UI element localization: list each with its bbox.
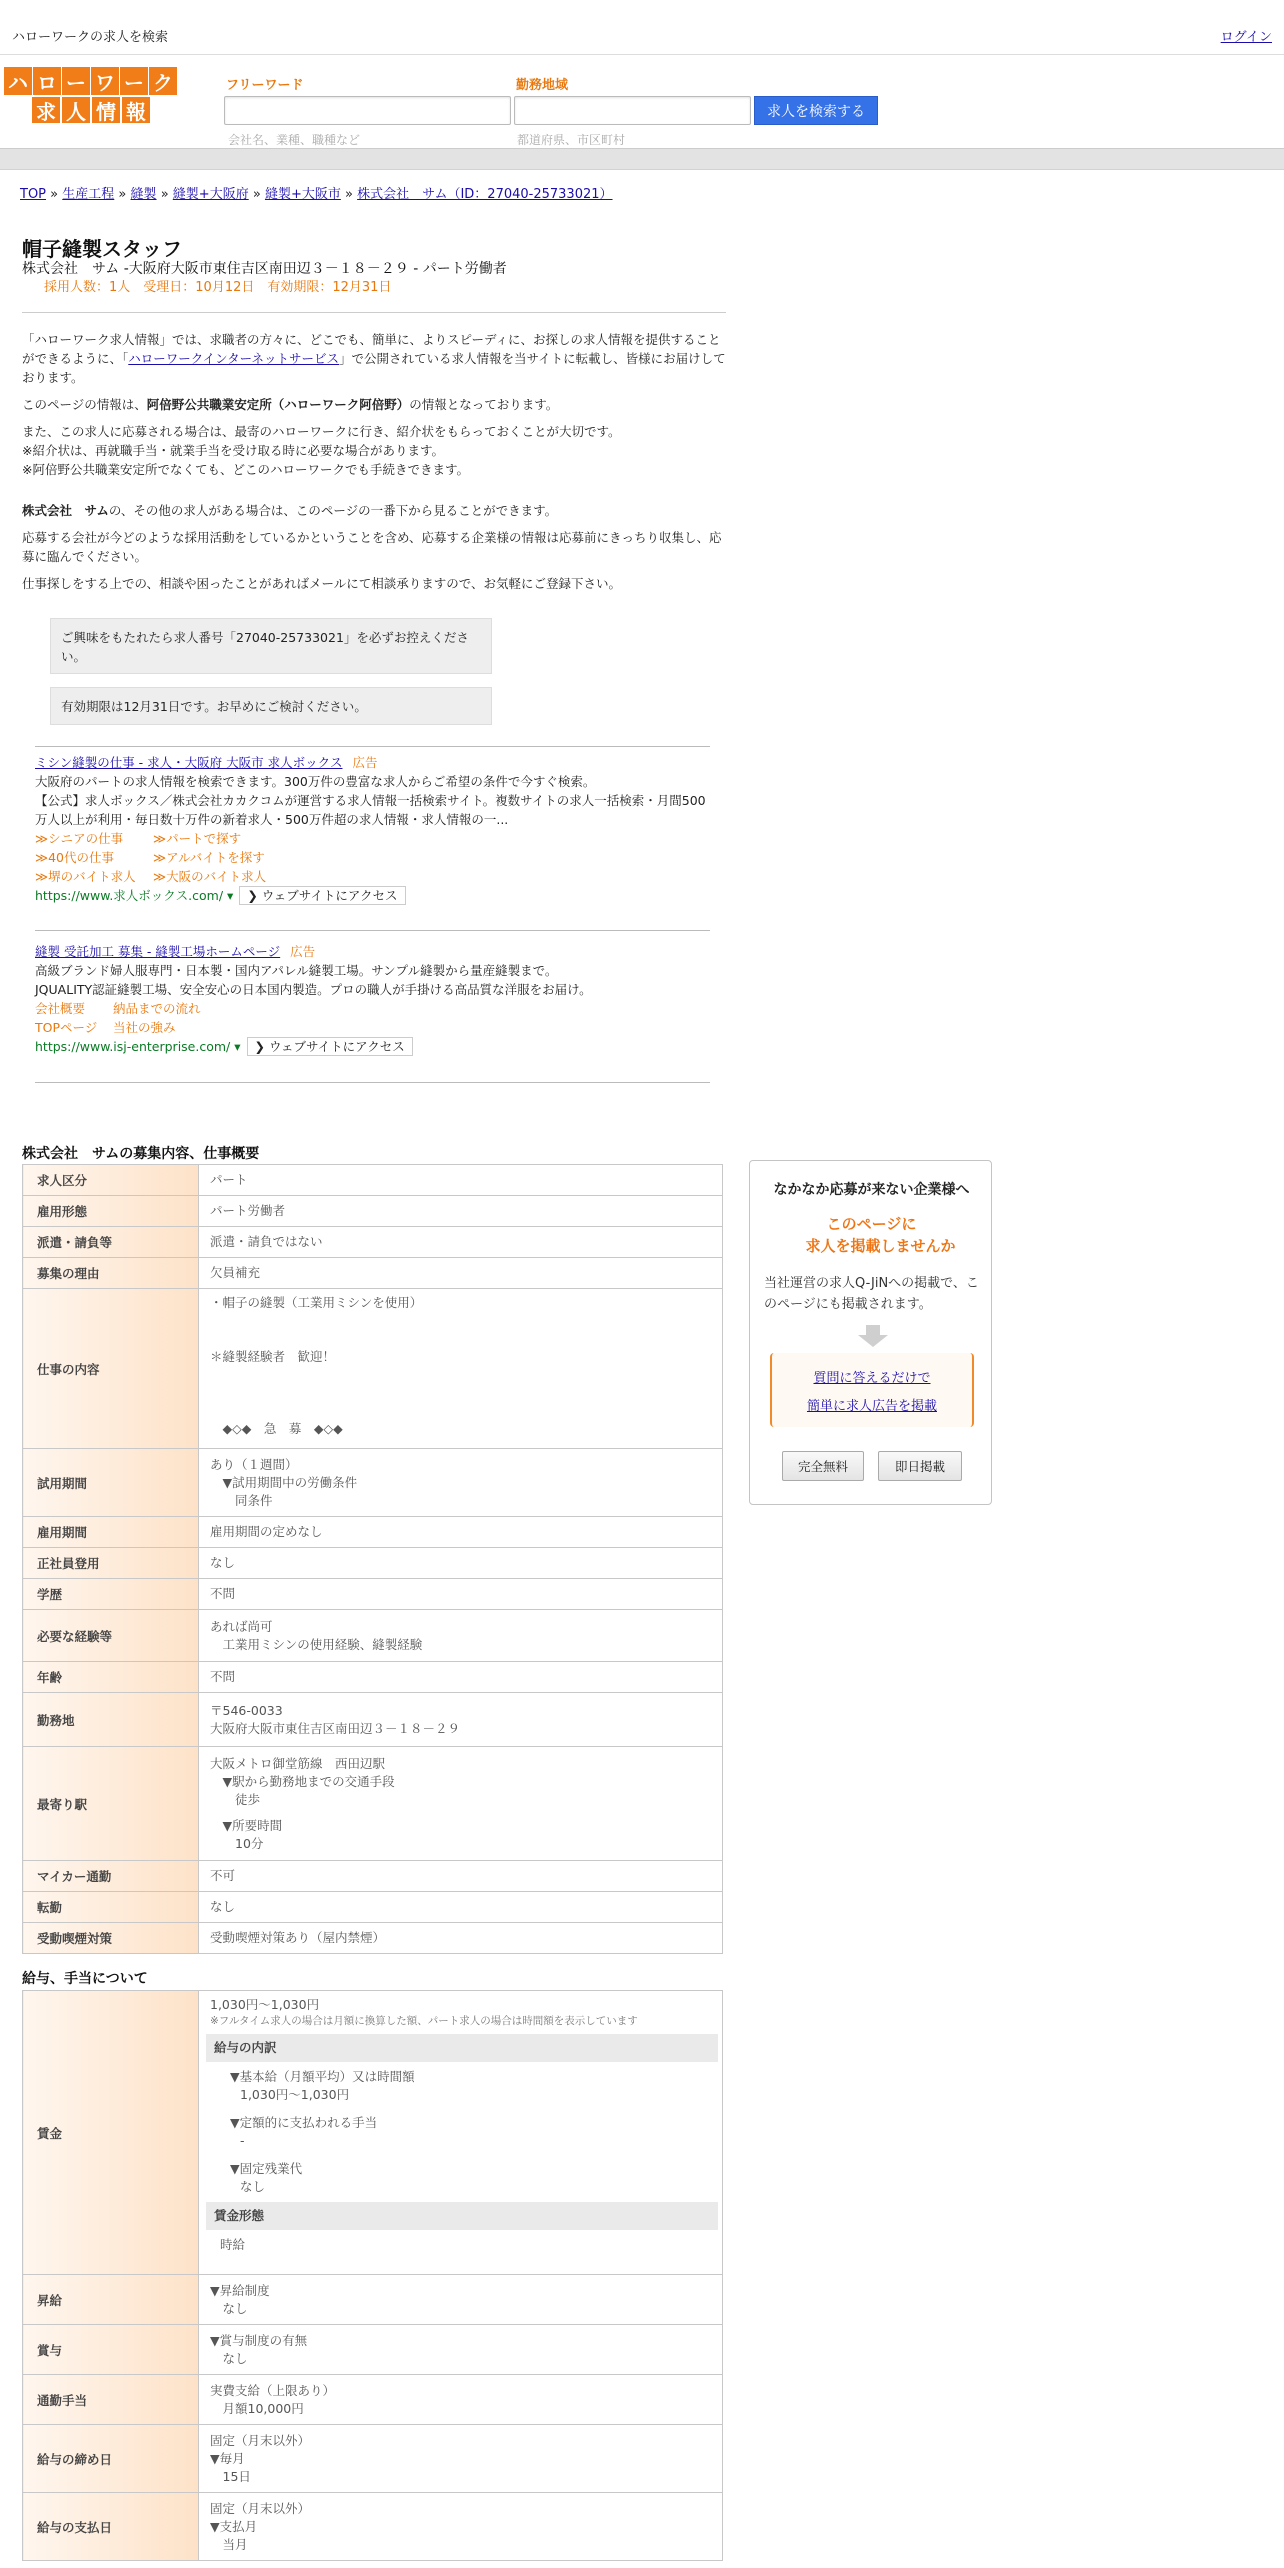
free-button[interactable]: 完全無料 — [782, 1451, 864, 1481]
top-bar — [0, 0, 1284, 55]
row-value: 派遣・請負ではない — [199, 1227, 723, 1258]
breadcrumb-sep: » — [252, 187, 261, 202]
wage-note: ※フルタイム求人の場合は月額に換算した額、パート求人の場合は時間額を表示しています — [210, 2015, 638, 2027]
promo-link-box — [770, 1353, 974, 1427]
hellowork-logo[interactable] — [4, 67, 180, 123]
intro-text — [22, 330, 726, 599]
freeword-label: フリーワード — [226, 78, 304, 93]
intro-paragraph: また、この求人に応募される場合は、最寄のハローワークに行き、紹介状をもらっておくことが大切です。 ※紹介状は、再就職手当・就業手当を受け取る時に必要な場合があります。 ※阿倍野公共職業安定所でなくても、どこのハローワークでも手続きできます。 — [22, 424, 621, 477]
row-value: パート労働者 — [199, 1196, 723, 1227]
table-row — [23, 1610, 723, 1662]
table-row — [23, 1289, 723, 1449]
row-key: 派遣・請負等 — [23, 1227, 199, 1258]
ad-sitelink[interactable]: ≫アルバイトを探す — [153, 850, 265, 865]
promo-link[interactable]: 簡単に求人広告を掲載 — [806, 1399, 937, 1414]
row-key: 賞与 — [23, 2325, 199, 2375]
row-value: ・帽子の縫製（工業用ミシンを使用） ＊縫製経験者 歓迎！ ◆◇◆ 急 募 ◆◇◆ — [199, 1289, 723, 1449]
search-header — [0, 55, 1284, 148]
row-key: 勤務地 — [23, 1693, 199, 1747]
hellowork-internet-link[interactable]: ハローワークインターネットサービス — [128, 351, 340, 366]
breadcrumb — [20, 183, 613, 202]
breadcrumb-subcategory[interactable]: 縫製 — [130, 187, 157, 202]
divider-band — [0, 148, 1284, 170]
ad-block — [35, 942, 710, 1056]
row-value: 1,030円〜1,030円 ※フルタイム求人の場合は月額に換算した額、パート求人の場合は時間額を表示しています 給与の内訳 ▼基本給（月額平均）又は時間額 1,030円〜1,030円 ▼定額的に支払われる手当 - ▼固定残業代 なし 賃金形態 時給 — [199, 1991, 723, 2275]
table-row — [23, 1892, 723, 1923]
ad-sitelink[interactable]: ≫大阪のバイト求人 — [153, 869, 267, 884]
breadcrumb-city[interactable]: 縫製+大阪市 — [264, 187, 341, 202]
row-key: 受動喫煙対策 — [23, 1923, 199, 1954]
ad-url[interactable]: https://www.isj-enterprise.com/ — [35, 1039, 231, 1054]
row-value: 〒546-0033 大阪府大阪市東住吉区南田辺３－１８－２９ — [199, 1693, 723, 1747]
area-hint: 都道府県、市区町村 — [517, 133, 626, 147]
row-key: 昇給 — [23, 2275, 199, 2325]
logo-char: ク — [149, 67, 177, 95]
intro-paragraph: 「ハローワーク求人情報」では、求職者の方々に、どこでも、簡単に、よりスピーディに、お探しの求人情報を提供することができるように、「ハローワークインターネットサービス」で公開されている求人情報を当サイトに転載し、皆様にお届けしております。 — [22, 332, 726, 385]
divider — [22, 312, 726, 313]
ad-title-link[interactable]: 縫製 受託加工 募集 - 縫製工場ホームページ — [35, 944, 281, 959]
same-day-button[interactable]: 即日掲載 — [878, 1451, 962, 1481]
row-key: 募集の理由 — [23, 1258, 199, 1289]
job-title: 帽子縫製スタッフ — [22, 237, 182, 261]
company-line: 株式会社 サム -大阪府大阪市東住吉区南田辺３－１８－２９ - パート労働者 — [22, 261, 507, 277]
row-key: マイカー通勤 — [23, 1861, 199, 1892]
row-value: 受動喫煙対策あり（屋内禁煙） — [199, 1923, 723, 1954]
ad-sitelink[interactable]: ≫堺のバイト求人 — [35, 869, 136, 884]
row-value: なし — [199, 1892, 723, 1923]
area-label: 勤務地域 — [516, 78, 569, 93]
details-table — [22, 1164, 723, 1954]
row-value: 大阪メトロ御堂筋線 西田辺駅 ▼駅から勤務地までの交通手段 徒歩 ▼所要時間 10分 — [199, 1747, 723, 1861]
breadcrumb-sep: » — [345, 187, 353, 202]
wage-form: 時給 — [220, 2237, 246, 2252]
logo-char: ー — [62, 67, 90, 95]
breadcrumb-sep: » — [118, 187, 127, 202]
down-arrow-icon — [856, 1325, 890, 1347]
row-key: 年齢 — [23, 1662, 199, 1693]
freeword-hint: 会社名、業種、職種など — [228, 133, 361, 147]
table-row — [23, 2493, 723, 2561]
row-key: 通勤手当 — [23, 2375, 199, 2425]
row-key: 求人区分 — [23, 1165, 199, 1196]
ad-divider — [35, 1082, 710, 1083]
logo-char: 情 — [92, 97, 120, 123]
logo-char: ロ — [33, 67, 61, 95]
ad-sitelink[interactable]: 会社概要 — [35, 1001, 86, 1016]
table-row — [23, 1991, 723, 2275]
ad-sitelink[interactable]: ≫パートで探す — [153, 831, 242, 846]
ad-url-caret-icon: ▾ — [223, 888, 234, 903]
row-value: 固定（月末以外） ▼毎月 15日 — [199, 2425, 723, 2493]
row-key: 給与の支払日 — [23, 2493, 199, 2561]
table-row — [23, 1861, 723, 1892]
logo-char: 報 — [122, 97, 150, 123]
recruit-summary: 採用人数：1人 受理日：10月12日 有効期限：12月31日 — [44, 280, 392, 295]
promo-link[interactable]: 質問に答えるだけで — [813, 1371, 931, 1386]
table-row — [23, 1662, 723, 1693]
logo-char: 人 — [62, 97, 90, 123]
row-key: 給与の締め日 — [23, 2425, 199, 2493]
row-value: ▼賞与制度の有無 なし — [199, 2325, 723, 2375]
breadcrumb-sep: » — [50, 187, 59, 202]
row-key: 試用期間 — [23, 1449, 199, 1517]
ad-divider — [35, 746, 710, 747]
table-row — [23, 1548, 723, 1579]
ad-sitelink[interactable]: ≫40代の仕事 — [35, 850, 114, 865]
ad-sitelink[interactable]: ≫シニアの仕事 — [35, 831, 124, 846]
ad-url[interactable]: https://www.求人ボックス.com/ — [35, 888, 224, 903]
ad-sitelink[interactable]: 当社の強み — [113, 1020, 176, 1035]
row-value: 不問 — [199, 1662, 723, 1693]
table-row — [23, 2425, 723, 2493]
row-key: 必要な経験等 — [23, 1610, 199, 1662]
table-row — [23, 1227, 723, 1258]
breadcrumb-prefecture[interactable]: 縫製+大阪府 — [172, 187, 249, 202]
ad-divider — [35, 930, 710, 931]
logo-char: 求 — [32, 97, 60, 123]
row-value: 不問 — [199, 1579, 723, 1610]
table-row — [23, 2275, 723, 2325]
visit-website-button[interactable]: ❯ ウェブサイトにアクセス — [239, 886, 405, 905]
table-row — [23, 1165, 723, 1196]
search-button[interactable]: 求人を検索する — [754, 96, 878, 125]
row-key: 雇用形態 — [23, 1196, 199, 1227]
salary-heading: 給与、手当について — [22, 1971, 148, 1987]
breadcrumb-sep: » — [160, 187, 169, 202]
wage-form-heading: 賃金形態 — [206, 2202, 718, 2230]
wage-range: 1,030円〜1,030円 — [210, 1997, 320, 2012]
ad-description: 高級ブランド婦人服専門・日本製・国内アパレル縫製工場。サンプル縫製から量産縫製まで。 — [35, 963, 558, 978]
table-row — [23, 1517, 723, 1548]
ad-url-caret-icon: ▾ — [230, 1039, 241, 1054]
area-input[interactable] — [514, 96, 751, 125]
promo-description: 当社運営の求人Q-JiNへの掲載で、このページにも掲載されます。 — [764, 1276, 979, 1312]
ad-block — [35, 753, 710, 905]
row-key: 正社員登用 — [23, 1548, 199, 1579]
table-row — [23, 1449, 723, 1517]
row-key: 仕事の内容 — [23, 1289, 199, 1449]
table-row — [23, 1579, 723, 1610]
site-title: ハローワークの求人を検索 — [12, 30, 169, 45]
logo-char: ハ — [4, 67, 32, 95]
advertise-promo-box — [749, 1160, 992, 1505]
intro-paragraph: このページの情報は、阿倍野公共職業安定所（ハローワーク阿倍野）の情報となっております。 — [22, 397, 559, 412]
job-number-note: ご興味をもたれたら求人番号「27040-25733021」を必ずお控えください。 — [50, 618, 492, 674]
row-key: 最寄り駅 — [23, 1747, 199, 1861]
row-key: 転勤 — [23, 1892, 199, 1923]
table-row — [23, 2325, 723, 2375]
row-value: 実費支給（上限あり） 月額10,000円 — [199, 2375, 723, 2425]
salary-table — [22, 1990, 723, 2561]
ad-sitelink[interactable]: 納品までの流れ — [113, 1001, 201, 1016]
logo-char: ー — [120, 67, 148, 95]
intro-paragraph: 応募する会社が今どのような採用活動をしているかということを含め、応募する企業様の情報は応募前にきっちり収集し、応募に臨んでください。 — [22, 530, 722, 564]
row-value: 雇用期間の定めなし — [199, 1517, 723, 1548]
breadcrumb-top[interactable]: TOP — [20, 187, 47, 202]
ad-title-link[interactable]: ミシン縫製の仕事 - 求人・大阪府 大阪市 求人ボックス — [35, 755, 343, 770]
visit-website-button[interactable]: ❯ ウェブサイトにアクセス — [247, 1037, 413, 1056]
row-value: パート — [199, 1165, 723, 1196]
row-value: あれば尚可 工業用ミシンの使用経験、縫製経験 — [199, 1610, 723, 1662]
ad-description: 大阪府のパートの求人情報を検索できます。300万件の豊富な求人からご希望の条件で今すぐ検索。 — [35, 774, 596, 789]
promo-headline: このページに 求人を掲載しませんか — [805, 1215, 956, 1255]
logo-char: ワ — [91, 67, 119, 95]
details-heading: 株式会社 サムの募集内容、仕事概要 — [22, 1146, 260, 1162]
freeword-input[interactable] — [224, 96, 511, 125]
row-value: 不可 — [199, 1861, 723, 1892]
row-key: 雇用期間 — [23, 1517, 199, 1548]
row-key: 学歴 — [23, 1579, 199, 1610]
row-value: 固定（月末以外） ▼支払月 当月 — [199, 2493, 723, 2561]
table-row — [23, 1196, 723, 1227]
ad-sitelink[interactable]: TOPページ — [35, 1020, 98, 1035]
ad-description: 【公式】求人ボックス／株式会社カカクコムが運営する求人情報一括検索サイト。複数サイトの求人一括検索・月間500万人以上が利用・毎日数十万件の新着求人・500万件超の求人情報・求人情報の一... — [35, 793, 706, 827]
table-row — [23, 2375, 723, 2425]
ad-description: JQUALITY認証縫製工場、安全安心の日本国内製造。プロの職人が手掛ける高品質な洋服をお届け。 — [35, 982, 592, 997]
ad-label: 広告 — [290, 944, 316, 959]
breadcrumb-company[interactable]: 株式会社 サム（ID：27040-25733021） — [357, 187, 613, 202]
intro-paragraph: 株式会社 サムの、その他の求人がある場合は、このページの一番下から見ることができます。 — [22, 503, 558, 518]
row-value: なし — [199, 1548, 723, 1579]
promo-heading: なかなか応募が来ない企業様へ — [773, 1182, 970, 1198]
intro-paragraph: 仕事探しをする上での、相談や困ったことがあればメールにて相談承りますので、お気軽にご登録下さい。 — [22, 576, 622, 591]
login-link[interactable]: ログイン — [1220, 30, 1272, 45]
row-value: ▼昇給制度 なし — [199, 2275, 723, 2325]
row-value: あり（１週間） ▼試用期間中の労働条件 同条件 — [199, 1449, 723, 1517]
row-value: 欠員補充 — [199, 1258, 723, 1289]
row-key: 賃金 — [23, 1991, 199, 2275]
table-row — [23, 1693, 723, 1747]
ad-label: 広告 — [352, 755, 378, 770]
table-row — [23, 1747, 723, 1861]
breadcrumb-category[interactable]: 生産工程 — [62, 187, 115, 202]
expiry-note: 有効期限は12月31日です。お早めにご検討ください。 — [50, 687, 492, 725]
table-row — [23, 1258, 723, 1289]
breakdown-heading: 給与の内訳 — [206, 2034, 718, 2062]
table-row — [23, 1923, 723, 1954]
